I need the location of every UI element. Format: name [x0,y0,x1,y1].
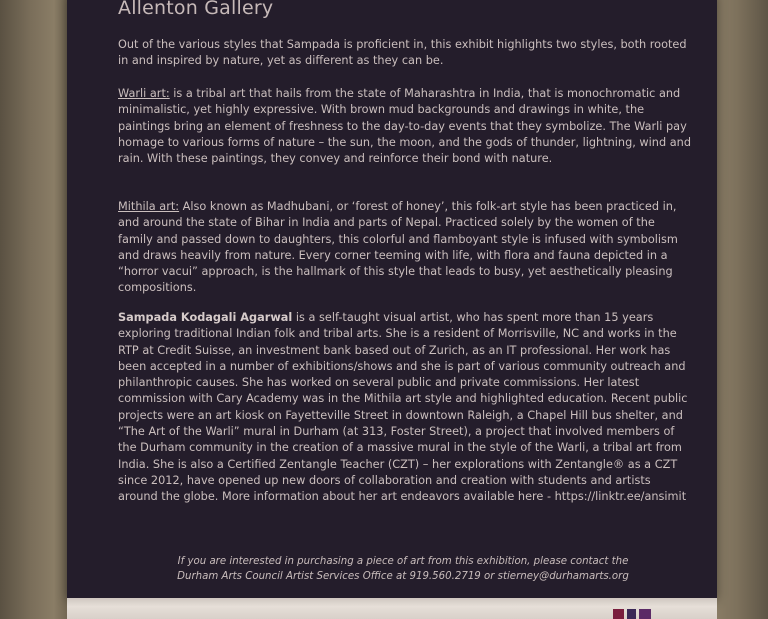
contact-line-1: If you are interested in purchasing a piece of art from this exhibition, please contact the [177,556,629,567]
gallery-title: Allenton Gallery [118,0,274,19]
mithila-text: Also known as Madhubani, or ‘forest of honey’, this folk-art style has been practiced in, and around the state of Bihar in India and parts of Nepal. Practiced solely by the women of the family and passed down to daughters, this colorful and flamboyant style is infused with symbolism and draws heavily from nature. Every corner teeming with life, with flora and fauna depicted in a “horror vacui” approach, is the hallmark of this style that leads to busy, yet aesthetically pleasing compositions. [118,200,678,295]
intro-paragraph: Out of the various styles that Sampada is proficient in, this exhibit highlights two styles, both rooted in and inspired by nature, yet as different as they can be. [118,38,687,68]
purchase-contact-note [163,554,643,584]
warli-paragraph [118,86,693,167]
contact-line-2: Durham Arts Council Artist Services Office at 919.560.2719 or stierney@durhamarts.org [177,571,629,582]
bio-text: is a self-taught visual artist, who has spent more than 15 years exploring traditional Indian folk and tribal arts. She is a resident of Morrisville, NC and works in the RTP at Credit Suisse, an investment bank based out of Zurich, as an IT professional. Her work has been accepted in a number of exhibitions/shows and she is part of various community outreach and philanthropic causes. She has worked on several public and private commissions. Her latest commission with Cary Academy was in the Mithila art style and highlighted education. Recent public projects were an art kiosk on Fayetteville Street in downtown Raleigh, a Chapel Hill bus shelter, and “The Art of the Warli” mural in Durham (at 313, Foster Street), a project that involved members of the Durham community in the creation of a massive mural in the style of the Warli, a tribal art from India. She is also a Certified Zentangle Teacher (CZT) – her explorations with Zentangle® as a CZT since 2012, have opened up new doors of collaboration and creation with students and artists around the globe. More information about her art endeavors available here - https://linktr.ee/ansimit [118,311,688,504]
warli-label: Warli art: [118,87,170,100]
mithila-label: Mithila art: [118,200,180,213]
mithila-paragraph [118,199,693,297]
warli-text: is a tribal art that hails from the state of Maharashtra in India, that is monochromatic and minimalistic, yet highly expressive. With brown mud backgrounds and drawings in white, the paintings bring an element of freshness to the day-to-day events that they symbolize. The Warli pay homage to various forms of nature – the sun, the moon, and the gods of thunder, lightning, wind and rain. With these paintings, they convey and reinforce their bond with nature. [118,87,691,166]
placard-bottom-edge [67,598,717,619]
bio-paragraph [118,310,693,506]
durham-arts-logo-icon [613,609,651,619]
artist-name: Sampada Kodagali Agarwal [118,311,293,324]
